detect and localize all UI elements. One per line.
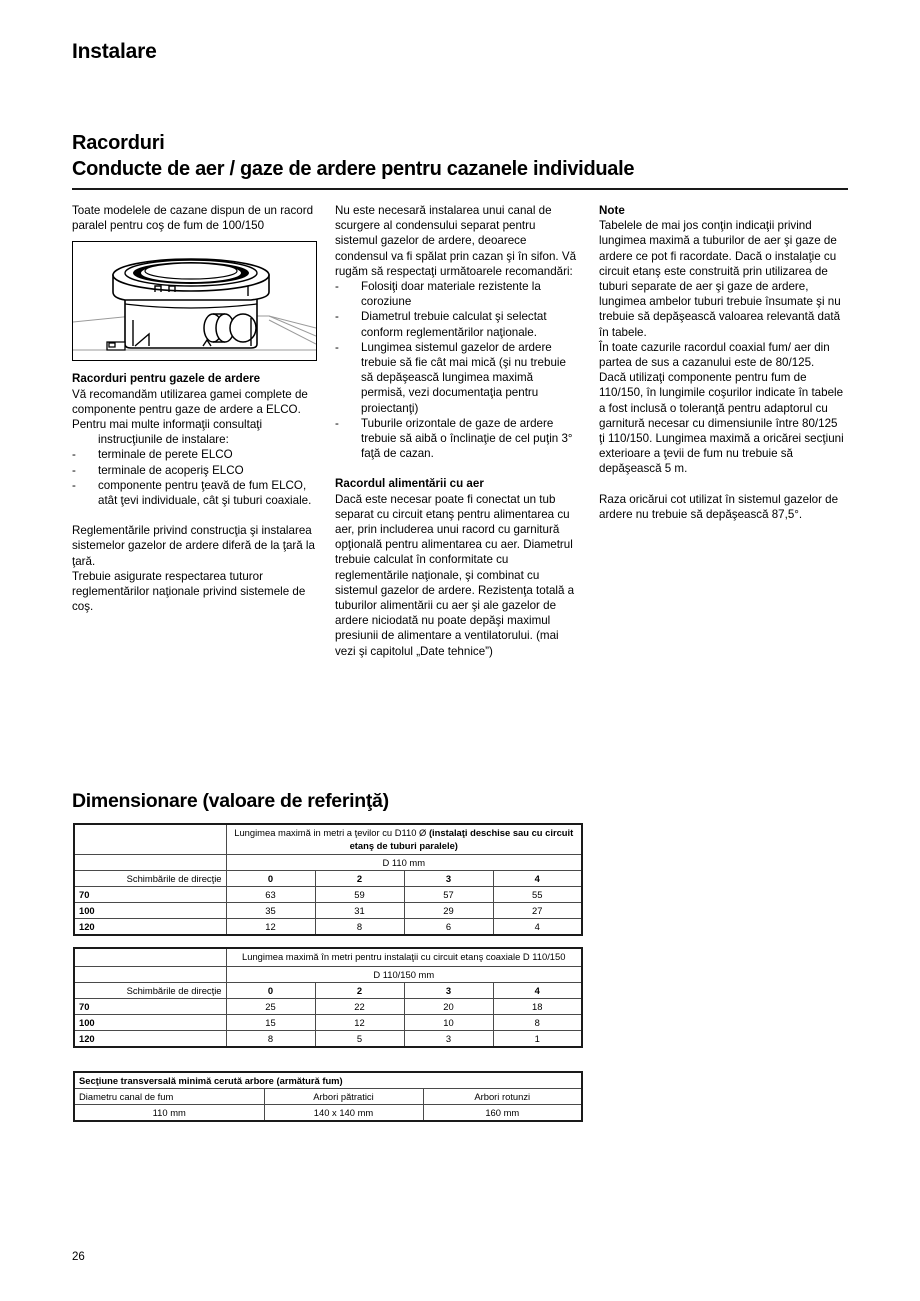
t1-row-1-v0: 35 [226,903,315,919]
col2-bullet-1: Folosiţi doar materiale rezistente la coroziune [361,280,541,309]
table-row [74,998,582,1014]
t2-subheader: D 110/150 mm [226,966,582,982]
t1-corner-cell [74,824,226,855]
table-row [74,855,582,871]
table-row [74,824,582,855]
column-3 [599,203,844,522]
table-row [74,966,582,982]
boiler-flue-connection-figure [72,241,317,361]
col2-bullet-3: Lungimea sistemul gazelor de ardere trebuie să fie cât mai mică (şi nu trebuie să depăşească lungimea maximă permisă, vezi documentaţia pentru proiectanţi) [361,340,566,415]
col1-intro-paragraph: Toate modelele de cazane dispun de un racord paralel pentru coş de fum de 100/150 [72,204,314,233]
col1-bullet-3: componente pentru ţeavă de fum ELCO, atât ţevi individuale, cât şi tuburi coaxiale. [98,478,312,508]
dash-bullet-icon: - [335,310,339,324]
dash-bullet-icon: - [335,416,339,430]
list-item [72,447,317,462]
spacer [599,477,844,492]
t2-col-1: 2 [315,982,404,998]
t1-row-0-v3: 55 [493,887,582,903]
table-row [74,982,582,998]
t3-col-0: Diametru canal de fum [74,1089,264,1105]
col3-paragraph-2: În toate cazurile racordul coaxial fum/ aer din partea de sus a cazanului este de 80/125. Dacă utilizaţi componente pentru fum de 110/150, în lungimile coşurilor indicate în tabele a fost inclusă o toleranţă pentru adaptorul cu garnitură necesar cu dimensiunile între 80/125 ţi 110/150. Lungimea maximă a oricărei secţiuni exterioare a ţevii de fum nu trebuie să depăşească 5 m. [599,340,844,476]
t1-row-0-v0: 63 [226,887,315,903]
list-item [335,279,580,309]
t1-row-0-v1: 59 [315,887,404,903]
table-row [74,1105,582,1122]
t2-header-span: Lungimea maximă în metri pentru instalaţii cu circuit etanş coaxiale D 110/150 [226,948,582,966]
t2-row-1-v2: 10 [404,1014,493,1030]
t1-header-bold: (instalaţi deschise sau cu circuit etanş de tuburi paralele) [349,827,574,851]
dash-bullet-icon: - [335,280,339,294]
table-d110-150 [73,947,583,1048]
t1-col-2: 3 [404,871,493,887]
table-row [74,887,582,903]
list-item [335,309,580,339]
table-row [74,919,582,936]
dash-bullet-icon: - [72,463,76,477]
t1-row-1-v1: 31 [315,903,404,919]
list-item [335,340,580,416]
table-shaft-cross-section [73,1071,583,1122]
col3-subheading: Note [599,204,625,217]
dash-bullet-icon: - [72,478,76,492]
t2-rowlabel-header: Schimbările de direcţie [74,982,226,998]
t1-col-3: 4 [493,871,582,887]
col1-paragraph-2-indent: instrucţiunile de instalare: [98,433,229,447]
t2-row-1-v3: 8 [493,1014,582,1030]
col1-subheading: Racorduri pentru gazele de ardere [72,372,261,386]
section-heading-block [72,130,848,190]
list-item [335,416,580,462]
t3-title: Secţiune transversală minimă cerută arbore (armătură fum) [74,1072,582,1089]
t2-col-3: 4 [493,982,582,998]
col3-paragraph-1: Tabelele de mai jos conţin indicaţii privind lungimea maximă a tuburilor de aer şi gaze de ardere ce pot fi racordate. Dacă o instalaţie cu circuit etanş este construită prin utilizarea de tuburi separate de aer şi gaze de ardere, lungimea ambelor tuburi trebuie însumate şi nu trebuie să depăşească valoarea relevantă dată în tabele. [599,219,841,339]
dash-bullet-icon: - [335,340,339,354]
dimensioning-title: Dimensionare (valoare de referinţă) [72,790,389,812]
col3-paragraph-3: Raza oricărui cot utilizat în sistemul gazelor de ardere nu trebuie să depăşească 87,5°. [599,492,839,521]
t3-val-2: 160 mm [423,1105,582,1122]
t1-header-regular: Lungimea maximă in metri a ţevilor cu D110 Ø [234,827,429,838]
col1-bullet-2: terminale de acoperiş ELCO [98,463,244,477]
t2-row-1-v1: 12 [315,1014,404,1030]
t2-row-2-v3: 1 [493,1030,582,1047]
t3-col-2: Arbori rotunzi [423,1089,582,1105]
t1-row-2-v2: 6 [404,919,493,936]
t1-subheader: D 110 mm [226,855,582,871]
t1-row-2-v0: 12 [226,919,315,936]
table-row [74,1072,582,1089]
list-item [72,478,317,508]
col1-paragraph-2: Pentru mai multe informaţii consultaţi [72,418,263,432]
col2-paragraph-1: Nu este necesară instalarea unui canal de scurgere al condensului separat pentru sistemul gazelor de ardere, deoarece condensul va fi spălat prin cazan şi în sifon. Vă rugăm să respectaţi următoarele recomandări: [335,204,577,278]
page-number: 26 [72,1251,85,1263]
t2-corner-cell-2 [74,966,226,982]
t3-val-0: 110 mm [74,1105,264,1122]
col1-paragraph-3: Reglementările privind construcţia şi instalarea sistemelor gazelor de ardere diferă de la ţară la ţară. [72,524,315,568]
boiler-flue-drawing-icon [73,242,316,360]
t2-row-2-v1: 5 [315,1030,404,1047]
column-1 [72,203,317,614]
t2-corner-cell [74,948,226,966]
t2-row-0-v1: 22 [315,998,404,1014]
t1-corner-cell-2 [74,855,226,871]
table-row [74,1014,582,1030]
section-title-line-2: Conducte de aer / gaze de ardere pentru cazanele individuale [72,158,635,180]
col2-bullet-4: Tuburile orizontale de gaze de ardere trebuie să aibă o înclinaţie de cel puţin 3° faţă de cazan. [361,416,573,461]
t1-row-2-v1: 8 [315,919,404,936]
table-row [74,948,582,966]
table-row [74,903,582,919]
col2-paragraph-2: Dacă este necesar poate fi conectat un tub separat cu circuit etanş pentru alimentarea cu aer, prin includerea unui racord cu garnitură opţională pentru alimentarea cu aer. Diametrul trebuie calculat în conformitate cu reglementările naţionale, şi combinat cu sistemul gazelor de ardere. Rezistenţa totală a tuburilor alimentării cu aer şi ale gazelor de ardere niciodată nu poate depăşi maximul presiunii de alimentare a ventilatorului. (mai vezi şi capitolul „Date tehnice”) [335,492,575,658]
table-d110 [73,823,583,936]
t1-col-1: 2 [315,871,404,887]
column-2 [335,203,580,659]
t2-row-0-label: 70 [74,998,226,1014]
t3-val-1: 140 x 140 mm [264,1105,423,1122]
header-divider [72,188,848,190]
t2-col-0: 0 [226,982,315,998]
t1-row-2-label: 120 [74,919,226,936]
t1-rowlabel-header: Schimbările de direcţie [74,871,226,887]
t2-row-2-v0: 8 [226,1030,315,1047]
t1-row-1-v3: 27 [493,903,582,919]
t2-col-2: 3 [404,982,493,998]
col2-bullet-list [335,279,580,461]
t1-col-0: 0 [226,871,315,887]
table-row [74,1089,582,1105]
col1-paragraph-4: Trebuie asigurate respectarea tuturor reglementărilor naţionale privind sistemele de coş. [72,569,306,614]
chapter-title: Instalare [72,40,157,63]
col1-bullet-1: terminale de perete ELCO [98,448,233,462]
t1-row-0-label: 70 [74,887,226,903]
table-row [74,1030,582,1047]
t1-row-2-v3: 4 [493,919,582,936]
t1-row-1-label: 100 [74,903,226,919]
col1-bullet-list [72,447,317,508]
t2-row-0-v0: 25 [226,998,315,1014]
t2-row-0-v2: 20 [404,998,493,1014]
spacer [335,461,580,476]
col1-paragraph-1: Vă recomandăm utilizarea gamei complete de componente pentru gaze de ardere a ELCO. [72,387,308,416]
t2-row-1-label: 100 [74,1014,226,1030]
t3-col-1: Arbori pătratici [264,1089,423,1105]
col2-subheading: Racordul alimentării cu aer [335,477,484,491]
col2-bullet-2: Diametrul trebuie calculat şi selectat conform reglementărilor naţionale. [361,310,547,339]
dash-bullet-icon: - [72,448,76,462]
t1-header-span [226,824,582,855]
t1-row-0-v2: 57 [404,887,493,903]
section-title-line-1: Racorduri [72,132,165,154]
t2-row-2-v2: 3 [404,1030,493,1047]
list-item [72,463,317,478]
table-row [74,871,582,887]
spacer [72,508,317,523]
t2-row-0-v3: 18 [493,998,582,1014]
t1-row-1-v2: 29 [404,903,493,919]
t2-row-1-v0: 15 [226,1014,315,1030]
t2-row-2-label: 120 [74,1030,226,1047]
